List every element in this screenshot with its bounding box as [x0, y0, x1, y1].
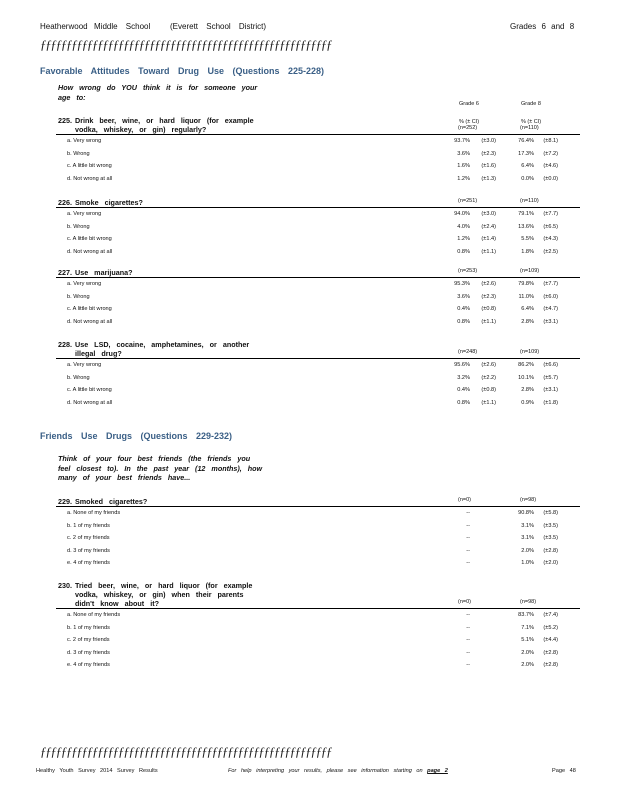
survey-label: Healthy Youth Survey 2014 Survey Results	[36, 768, 158, 774]
grade-8-n: (n=110)	[520, 198, 539, 204]
question-text-cont: didn't know about it?	[75, 599, 159, 608]
response-label: d. Not wrong at all	[67, 175, 113, 182]
section-title: Favorable Attitudes Toward Drug Use (Questions 225-228)	[40, 66, 325, 76]
question-text	[58, 497, 288, 506]
table-row	[58, 532, 580, 544]
question-text	[58, 581, 288, 590]
table-row	[58, 135, 580, 147]
grade-6-percent: 93.7%	[454, 138, 470, 144]
grade-8-percent: 3.1%	[521, 535, 534, 541]
grade-8-percent: 79.8%	[518, 281, 534, 287]
grade-8-ci: (±7.4)	[543, 612, 558, 618]
table-row	[58, 659, 580, 671]
response-label: c. A little bit wrong	[67, 306, 112, 312]
grade-8-ci: (±2.0)	[543, 560, 558, 566]
response-label: c. A little bit wrong	[67, 236, 112, 242]
response-label: b. Wrong	[67, 374, 90, 381]
district-name: (Everett School District)	[170, 22, 267, 31]
question-text-cont: vodka, whiskey, or gin) when their parents	[75, 590, 244, 599]
grade-6-ci: (±3.0)	[481, 211, 496, 217]
question-label: Drink beer, wine, or hard liquor (for example	[75, 116, 254, 125]
grade-8-ci: (±0.0)	[543, 175, 558, 182]
grade-6-percent: 0.8%	[457, 318, 470, 325]
grade-8-percent: 6.4%	[521, 306, 534, 312]
pct-ci-label: % (± CI)	[459, 119, 480, 125]
grade-8-header: Grade 8	[521, 101, 541, 107]
grade-6-percent: 0.4%	[457, 306, 470, 312]
response-label: c. 2 of my friends	[67, 535, 110, 541]
grade-6-percent: 94.0%	[454, 211, 470, 217]
response-label: e. 4 of my friends	[67, 560, 110, 566]
grade-8-percent: 0.0%	[521, 175, 534, 182]
intro-line: age to:	[58, 92, 86, 102]
grade-8-ci: (±8.1)	[543, 138, 558, 144]
table-row	[58, 545, 580, 557]
grade-6-ci: (±0.8)	[481, 387, 496, 393]
grade-8-percent: 76.4%	[518, 138, 534, 144]
help-page-link[interactable]: page 2	[427, 768, 448, 774]
grade-6-percent: 4.0%	[457, 223, 470, 230]
grade-6-percent: --	[466, 624, 470, 631]
grade-8-percent: 2.0%	[521, 662, 534, 668]
grade-8-ci: (±2.5)	[543, 248, 558, 255]
grade-8-ci: (±7.7)	[543, 211, 558, 217]
bottom-rule: ƒƒƒƒƒƒƒƒƒƒƒƒƒƒƒƒƒƒƒƒƒƒƒƒƒƒƒƒƒƒƒƒƒƒƒƒƒƒƒƒƒƒƒƒƒƒƒƒƒƒƒƒƒƒƒƒ	[40, 745, 332, 759]
grade-8-ci: (±7.7)	[543, 281, 558, 287]
grade-8-ci: (±3.5)	[543, 522, 558, 529]
grade-6-percent: 3.6%	[457, 293, 470, 300]
grade-8-n: (n=109)	[520, 349, 540, 355]
response-label: d. Not wrong at all	[67, 318, 113, 325]
grade-8-percent: 0.9%	[521, 399, 534, 406]
grade-6-n: (n=0)	[458, 497, 471, 503]
grade-6-percent: 0.8%	[457, 399, 470, 406]
grade-8-percent: 7.1%	[521, 624, 534, 631]
grade-6-n: (n=251)	[458, 198, 478, 204]
response-label: e. 4 of my friends	[67, 662, 110, 668]
grade-8-ci: (±2.8)	[543, 547, 558, 554]
grade-8-ci: (±3.1)	[543, 318, 558, 325]
grade-6-percent: 0.4%	[457, 387, 470, 393]
grade-6-header: Grade 6	[459, 101, 479, 107]
grade-8-percent: 2.8%	[521, 387, 534, 393]
grade-8-ci: (±7.2)	[543, 150, 558, 157]
grade-6-percent: 1.2%	[457, 236, 470, 242]
grade-6-percent: --	[466, 649, 470, 656]
grade-8-percent: 2.0%	[521, 649, 534, 656]
grade-8-percent: 2.8%	[521, 318, 534, 325]
section-intro	[58, 83, 288, 102]
table-row	[58, 303, 580, 315]
grade-6-ci: (±1.1)	[481, 318, 496, 325]
grade-6-ci: (±3.0)	[481, 138, 496, 144]
question-label: Use LSD, cocaine, amphetamines, or another	[75, 340, 250, 349]
grade-6-percent: --	[466, 560, 470, 566]
grade-6-percent: 3.6%	[457, 150, 470, 157]
grade-6-percent: --	[466, 535, 470, 541]
pct-ci-label: % (± CI)	[521, 119, 542, 125]
grades-label: Grades 6 and 8	[510, 22, 575, 31]
response-label: a. Very wrong	[67, 281, 102, 287]
response-label: d. Not wrong at all	[67, 248, 113, 255]
question-label: Smoked cigarettes?	[75, 497, 148, 506]
grade-8-ci: (±5.8)	[543, 510, 558, 516]
table-row	[58, 520, 580, 532]
table-row	[58, 372, 580, 384]
table-row	[58, 634, 580, 646]
table-row	[58, 622, 580, 634]
table-row	[58, 208, 580, 220]
question-label: Tried beer, wine, or hard liquor (for example	[75, 581, 253, 590]
question-title	[58, 581, 288, 608]
grade-6-ci: (±1.6)	[481, 163, 496, 169]
question-title	[58, 497, 288, 506]
grade-6-percent: --	[466, 637, 470, 643]
response-label: d. 3 of my friends	[67, 547, 110, 554]
grade-6-percent: --	[466, 662, 470, 668]
grade-6-percent: 1.6%	[457, 163, 470, 169]
question-label: Smoke cigarettes?	[75, 198, 143, 207]
table-row	[58, 647, 580, 659]
grade-6-ci: (±1.1)	[481, 399, 496, 406]
grade-6-percent: --	[466, 547, 470, 554]
table-row	[58, 233, 580, 245]
grade-6-ci: (±2.6)	[481, 362, 496, 368]
grade-6-percent: 1.2%	[457, 175, 470, 182]
grade-8-percent: 90.8%	[518, 510, 534, 516]
table-row	[58, 384, 580, 396]
table-row	[58, 316, 580, 328]
grade-8-percent: 11.0%	[518, 293, 534, 300]
grade-8-ci: (±6.5)	[543, 223, 558, 230]
grade-8-ci: (±4.3)	[543, 236, 558, 242]
grade-8-percent: 5.5%	[521, 236, 534, 242]
grade-8-ci: (±4.6)	[543, 163, 558, 169]
grade-8-percent: 6.4%	[521, 163, 534, 169]
grade-8-percent: 5.1%	[521, 637, 534, 643]
grade-8-n: (n=109)	[520, 268, 540, 274]
question-text-cont: vodka, whiskey, or gin) regularly?	[75, 125, 207, 134]
help-text-label: For help interpreting your results, please see information starting on	[228, 768, 423, 774]
question-title	[58, 340, 288, 358]
grade-6-ci: (±1.3)	[481, 175, 496, 182]
response-label: b. Wrong	[67, 293, 90, 300]
grade-8-percent: 86.2%	[518, 362, 534, 368]
response-label: a. None of my friends	[67, 612, 121, 618]
table-row	[58, 278, 580, 290]
response-label: a. Very wrong	[67, 362, 102, 368]
intro-line: feel closest to). In the past year (12 months), how	[58, 463, 263, 473]
grade-8-percent: 3.1%	[521, 522, 534, 529]
intro-line: Think of your four best friends (the friends you	[58, 454, 251, 463]
question-title	[58, 268, 288, 277]
table-row	[58, 148, 580, 160]
grade-6-ci: (±0.8)	[481, 306, 496, 312]
question-title	[58, 198, 288, 207]
question-text-cont: illegal drug?	[75, 349, 122, 358]
grade-8-ci: (±2.8)	[543, 649, 558, 656]
question-number: 227.	[58, 268, 72, 277]
school-type: Middle School	[94, 22, 151, 31]
table-row	[58, 609, 580, 621]
question-label: Use marijuana?	[75, 268, 133, 277]
grade-6-ci: (±2.2)	[481, 374, 496, 381]
grade-8-ci: (±5.2)	[543, 624, 558, 631]
grade-8-percent: 2.0%	[521, 547, 534, 554]
table-row	[58, 557, 580, 569]
grade-8-ci: (±4.7)	[543, 306, 558, 312]
table-row	[58, 221, 580, 233]
question-text	[58, 198, 288, 207]
grade-8-percent: 10.1%	[518, 374, 534, 381]
grade-8-ci: (±1.8)	[543, 399, 558, 406]
grade-6-percent: --	[466, 522, 470, 529]
grade-8-n: (n=98)	[520, 497, 537, 503]
response-label: c. A little bit wrong	[67, 163, 112, 169]
question-number: 225.	[58, 116, 72, 125]
response-label: b. Wrong	[67, 223, 90, 230]
response-label: b. 1 of my friends	[67, 522, 110, 529]
question-number: 228.	[58, 340, 72, 349]
grade-8-ci: (±4.4)	[543, 637, 558, 643]
table-row	[58, 397, 580, 409]
response-label: c. 2 of my friends	[67, 637, 110, 643]
grade-8-n: (n=110)	[520, 125, 539, 131]
grade-6-n: (n=248)	[458, 349, 478, 355]
top-rule: ƒƒƒƒƒƒƒƒƒƒƒƒƒƒƒƒƒƒƒƒƒƒƒƒƒƒƒƒƒƒƒƒƒƒƒƒƒƒƒƒƒƒƒƒƒƒƒƒƒƒƒƒƒƒƒƒ	[40, 38, 332, 52]
grade-6-percent: --	[466, 612, 470, 618]
grade-8-percent: 13.6%	[518, 223, 534, 230]
section-intro	[58, 454, 288, 483]
grade-6-ci: (±1.1)	[481, 248, 496, 255]
grade-8-percent: 17.3%	[518, 150, 534, 157]
response-label: a. None of my friends	[67, 510, 121, 516]
grade-6-ci: (±2.4)	[481, 223, 496, 230]
table-row	[58, 291, 580, 303]
grade-6-percent: --	[466, 510, 470, 516]
grade-8-ci: (±6.6)	[543, 362, 558, 368]
response-label: d. 3 of my friends	[67, 649, 110, 656]
response-label: d. Not wrong at all	[67, 399, 113, 406]
school-name: Heatherwood	[40, 22, 88, 31]
intro-line: How wrong do YOU think it is for someone your	[58, 83, 258, 92]
response-label: c. A little bit wrong	[67, 387, 112, 393]
grade-8-n: (n=98)	[520, 599, 537, 605]
grade-6-ci: (±2.6)	[481, 281, 496, 287]
question-text	[58, 116, 288, 125]
question-text	[58, 340, 288, 349]
response-label: b. 1 of my friends	[67, 624, 110, 631]
question-number: 230.	[58, 581, 72, 590]
response-label: a. Very wrong	[67, 211, 102, 217]
response-label: a. Very wrong	[67, 138, 102, 144]
grade-6-n: (n=0)	[458, 599, 471, 605]
grade-6-percent: 0.8%	[457, 248, 470, 255]
grade-8-ci: (±3.1)	[543, 387, 558, 393]
grade-6-percent: 95.3%	[454, 281, 470, 287]
table-row	[58, 507, 580, 519]
grade-8-ci: (±5.7)	[543, 374, 558, 381]
grade-6-n: (n=252)	[458, 125, 478, 131]
grade-8-percent: 83.7%	[518, 612, 534, 618]
grade-6-ci: (±1.4)	[481, 236, 496, 242]
grade-8-percent: 79.1%	[518, 211, 534, 217]
table-row	[58, 160, 580, 172]
table-row	[58, 173, 580, 185]
grade-6-n: (n=253)	[458, 268, 478, 274]
table-row	[58, 359, 580, 371]
question-number: 226.	[58, 198, 72, 207]
question-number: 229.	[58, 497, 72, 506]
question-title	[58, 116, 288, 134]
grade-6-percent: 3.2%	[457, 374, 470, 381]
grade-6-ci: (±2.3)	[481, 293, 496, 300]
grade-6-percent: 95.6%	[454, 362, 470, 368]
grade-8-percent: 1.0%	[521, 560, 534, 566]
grade-8-ci: (±3.5)	[543, 535, 558, 541]
grade-8-percent: 1.8%	[521, 248, 534, 255]
section-title: Friends Use Drugs (Questions 229-232)	[40, 431, 233, 441]
help-text	[228, 768, 448, 774]
question-text	[58, 268, 288, 277]
table-row	[58, 246, 580, 258]
response-label: b. Wrong	[67, 150, 90, 157]
intro-line: many of your best friends have...	[58, 473, 191, 482]
grade-8-ci: (±2.8)	[543, 662, 558, 668]
page-number: Page 48	[552, 768, 576, 774]
grade-8-ci: (±6.0)	[543, 293, 558, 300]
grade-6-ci: (±2.3)	[481, 150, 496, 157]
